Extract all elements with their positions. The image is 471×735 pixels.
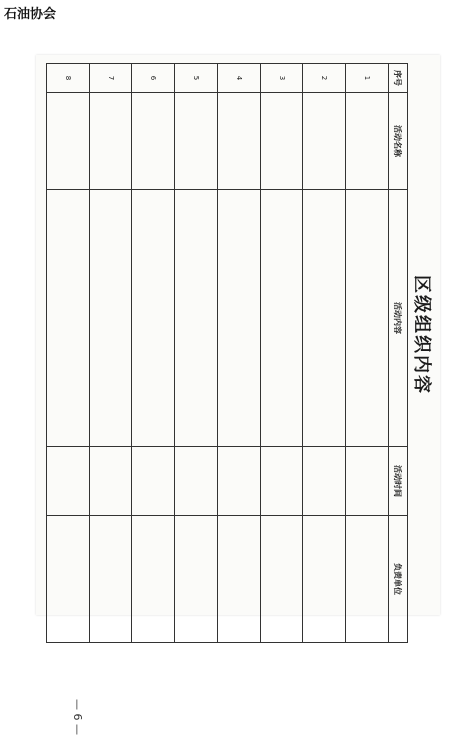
cell-activity-content xyxy=(175,190,218,447)
cell-responsible-unit xyxy=(260,516,303,643)
cell-activity-content xyxy=(303,190,346,447)
cell-activity-name xyxy=(346,93,389,190)
cell-responsible-unit xyxy=(303,516,346,643)
cell-activity-time xyxy=(89,447,132,516)
cell-activity-content xyxy=(89,190,132,447)
cell-activity-content xyxy=(47,190,90,447)
column-header-responsible-unit: 负责单位 xyxy=(389,516,408,643)
cell-activity-time xyxy=(260,447,303,516)
column-header-activity-name: 活动名称 xyxy=(389,93,408,190)
activity-table xyxy=(46,63,408,643)
table-row xyxy=(303,64,346,643)
table-row xyxy=(346,64,389,643)
rotated-content xyxy=(36,55,440,615)
cell-responsible-unit xyxy=(132,516,175,643)
cell-responsible-unit xyxy=(218,516,261,643)
cell-activity-name xyxy=(89,93,132,190)
cell-activity-content xyxy=(218,190,261,447)
cell-activity-name xyxy=(47,93,90,190)
cell-activity-content xyxy=(346,190,389,447)
cell-activity-time xyxy=(218,447,261,516)
cell-number: 4 xyxy=(218,64,261,93)
cell-activity-time xyxy=(47,447,90,516)
table-body xyxy=(47,64,389,643)
header-label: 石油协会 xyxy=(4,7,57,22)
cell-number: 2 xyxy=(303,64,346,93)
cell-number: 7 xyxy=(89,64,132,93)
cell-number: 3 xyxy=(260,64,303,93)
cell-activity-time xyxy=(132,447,175,516)
cell-activity-time xyxy=(303,447,346,516)
table-row xyxy=(89,64,132,643)
document-title: 区级组织内容 xyxy=(411,275,432,395)
table-row xyxy=(47,64,90,643)
cell-activity-time xyxy=(175,447,218,516)
table-row xyxy=(218,64,261,643)
cell-number: 5 xyxy=(175,64,218,93)
cell-responsible-unit xyxy=(175,516,218,643)
table-row xyxy=(260,64,303,643)
cell-number: 8 xyxy=(47,64,90,93)
cell-activity-content xyxy=(132,190,175,447)
cell-activity-name xyxy=(132,93,175,190)
column-header-activity-content: 活动内容 xyxy=(389,190,408,447)
cell-activity-name xyxy=(303,93,346,190)
column-header-number: 序号 xyxy=(389,64,408,93)
table-row xyxy=(132,64,175,643)
scanned-document-page xyxy=(36,55,440,735)
table-row xyxy=(175,64,218,643)
column-header-activity-time: 活动时间 xyxy=(389,447,408,516)
page-number: — 6 — xyxy=(71,699,84,735)
cell-number: 6 xyxy=(132,64,175,93)
cell-activity-name xyxy=(260,93,303,190)
cell-activity-time xyxy=(346,447,389,516)
cell-activity-name xyxy=(218,93,261,190)
cell-activity-content xyxy=(260,190,303,447)
cell-responsible-unit xyxy=(47,516,90,643)
cell-responsible-unit xyxy=(89,516,132,643)
table-header-row xyxy=(389,64,408,643)
cell-responsible-unit xyxy=(346,516,389,643)
cell-number: 1 xyxy=(346,64,389,93)
cell-activity-name xyxy=(175,93,218,190)
